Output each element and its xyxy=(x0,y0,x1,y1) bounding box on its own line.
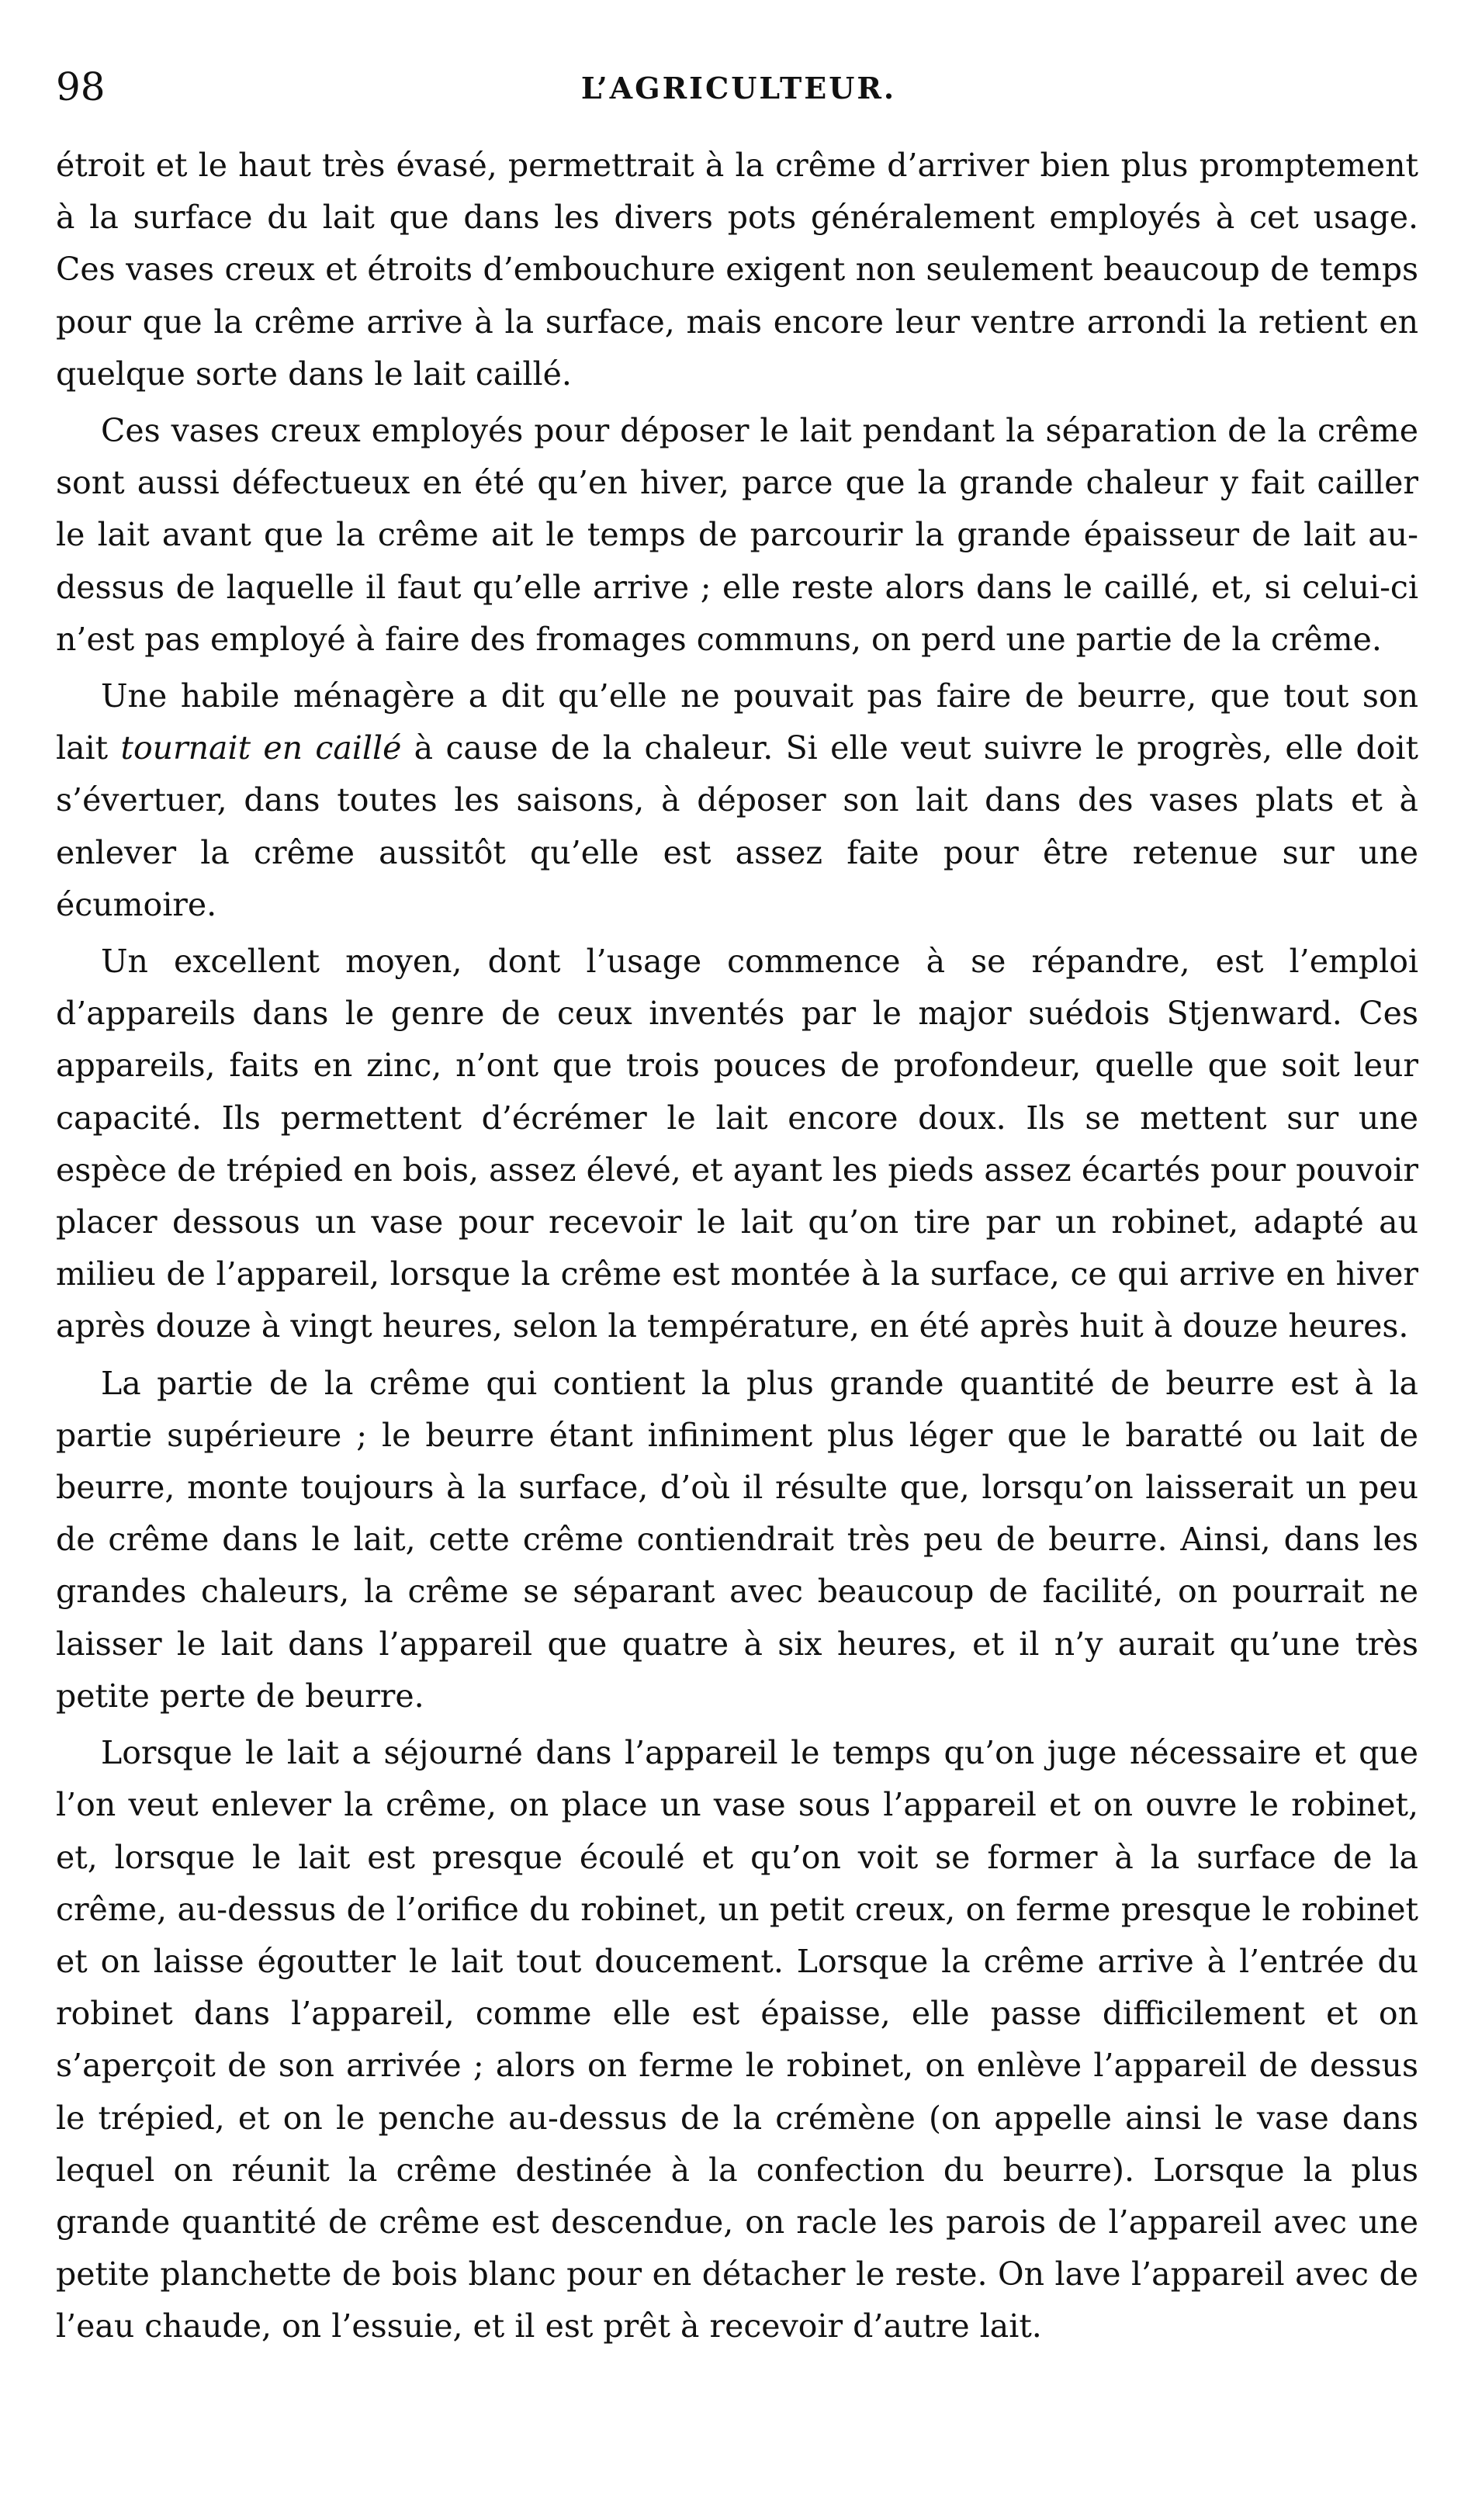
paragraph-3-emphasis: tournait en caillé xyxy=(120,729,402,767)
page-header xyxy=(56,64,1421,126)
paragraph-5: La partie de la crême qui contient la plus grande quantité de beurre est à la partie supérieure ; le beurre étant infiniment plus léger que le baratté ou lait de beurre, monte toujours à la surface, d’où il résulte que, lorsqu’on laisserait un peu de crême dans le lait, cette crême contiendrait très peu de beurre. Ainsi, dans les grandes chaleurs, la crême se séparant avec beaucoup de facilité, on pourrait ne laisser le lait dans l’appareil que quatre à six heures, et il n’y aurait qu’une très petite perte de beurre. xyxy=(56,1364,1418,1715)
running-title: L’AGRICULTEUR. xyxy=(580,71,897,106)
body-text xyxy=(56,140,1418,2358)
paragraph-6: Lorsque le lait a séjourné dans l’appareil le temps qu’on juge nécessaire et que l’on veut enlever la crême, on place un vase sous l’appareil et on ouvre le robinet, et, lorsque le lait est presque écoulé et qu’on voit se former à la surface de la crême, au-dessus de l’orifice du robinet, un petit creux, on ferme presque le robinet et on laisse égoutter le lait tout doucement. Lorsque la crême arrive à l’entrée du robinet dans l’appareil, comme elle est épaisse, elle passe difficilement et on s’aperçoit de son arrivée ; alors on ferme le robinet, on enlève l’appareil de dessus le trépied, et on le penche au-dessus de la crémène (on appelle ainsi le vase dans lequel on réunit la crême destinée à la confection du beurre). Lorsque la plus grande quantité de crême est descendue, on racle les parois de l’appareil avec une petite planchette de bois blanc pour en détacher le reste. On lave l’appareil avec de l’eau chaude, on l’essuie, et il est prêt à recevoir d’autre lait. xyxy=(56,1734,1418,2345)
paragraph-3-after: à cause de la chaleur. Si elle veut suivre le progrès, elle doit s’évertuer, dans toutes les saisons, à déposer son lait dans des vases plats et à enlever la crême aussitôt qu’elle est assez faite pour être retenue sur une écumoire. xyxy=(56,729,1418,923)
paragraph-2: Ces vases creux employés pour déposer le lait pendant la séparation de la crême sont aussi défectueux en été qu’en hiver, parce que la grande chaleur y fait cailler le lait avant que la crême ait le temps de parcourir la grande épaisseur de lait au-dessus de laquelle il faut qu’elle arrive ; elle reste alors dans le caillé, et, si celui-ci n’est pas employé à faire des fromages communs, on perd une partie de la crême. xyxy=(56,412,1418,658)
page-number: 98 xyxy=(56,64,106,109)
paragraph-3 xyxy=(56,670,1418,931)
paragraph-3-before: Une habile ménagère a dit qu’elle ne pouvait pas faire de beurre, que tout son lait xyxy=(56,677,1418,767)
paragraph-4: Un excellent moyen, dont l’usage commence à se répandre, est l’emploi d’appareils dans le genre de ceux inventés par le major suédois Stjenward. Ces appareils, faits en zinc, n’ont que trois pouces de profondeur, quelle que soit leur capacité. Ils permettent d’écrémer le lait encore doux. Ils se mettent sur une espèce de trépied en bois, assez élevé, et ayant les pieds assez écartés pour pouvoir placer dessous un vase pour recevoir le lait qu’on tire par un robinet, adapté au milieu de l’appareil, lorsque la crême est montée à la surface, ce qui arrive en hiver après douze à vingt heures, selon la température, en été après huit à douze heures. xyxy=(56,943,1418,1345)
paragraph-1: étroit et le haut très évasé, permettrait à la crême d’arriver bien plus promptement à la surface du lait que dans les divers pots généralement employés à cet usage. Ces vases creux et étroits d’embouchure exigent non seulement beaucoup de temps pour que la crême arrive à la surface, mais encore leur ventre arrondi la retient en quelque sorte dans le lait caillé. xyxy=(56,147,1418,393)
